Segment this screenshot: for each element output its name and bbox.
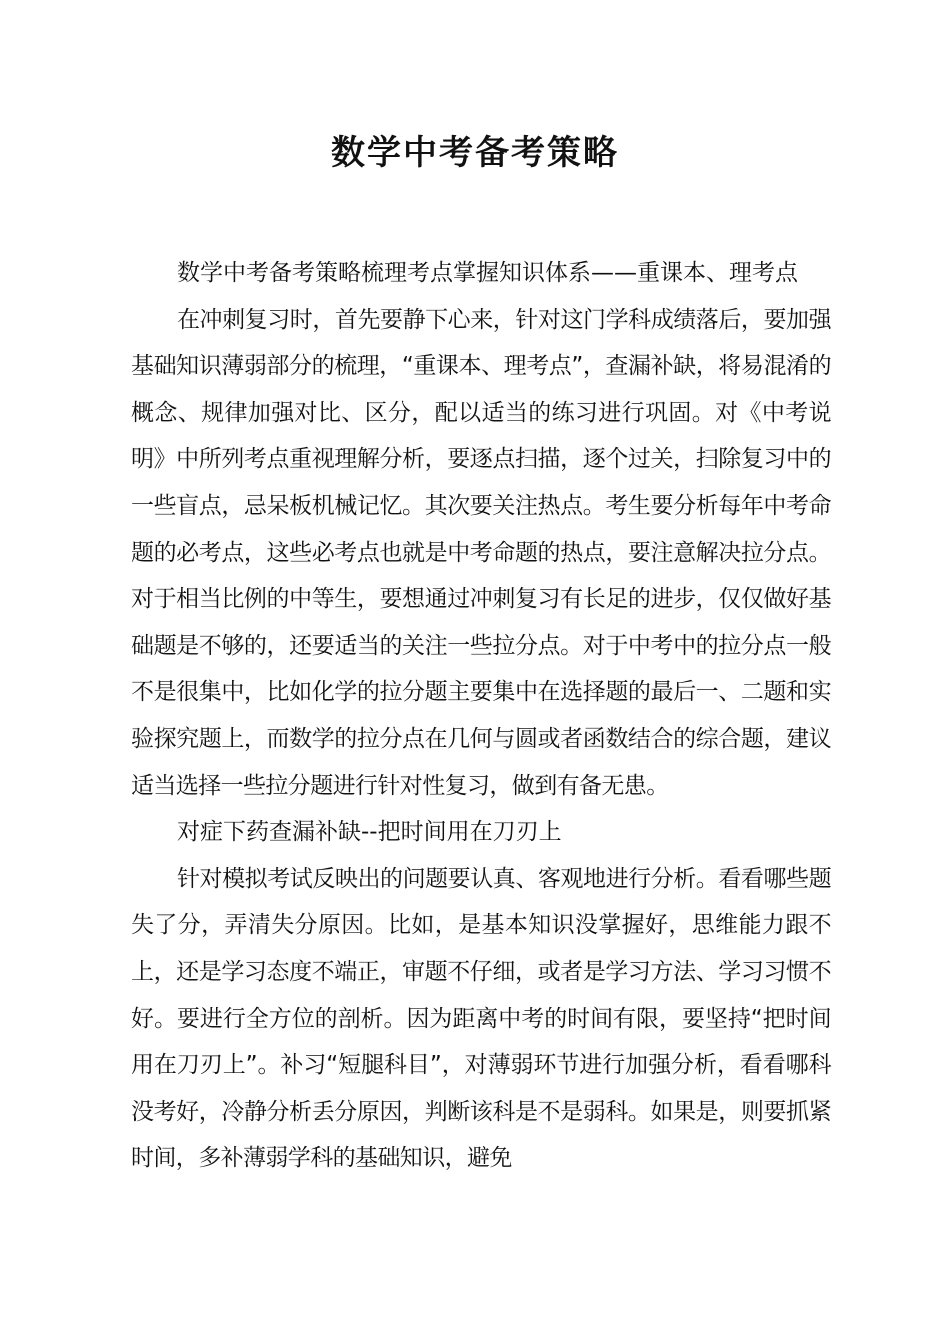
document-body bbox=[131, 250, 831, 1182]
body-paragraph-1: 在冲刺复习时，首先要静下心来，针对这门学科成绩落后，要加强基础知识薄弱部分的梳理，“重课本、理考点”，查漏补缺，将易混淆的概念、规律加强对比、区分，配以适当的练习进行巩固。对《中考说明》中所列考点重视理解分析，要逐点扫描，逐个过关，扫除复习中的一些盲点，忌呆板机械记忆。其次要关注热点。考生要分析每年中考命题的必考点，这些必考点也就是中考命题的热点，要注意解决拉分点。对于相当比例的中等生，要想通过冲刺复习有长足的进步，仅仅做好基础题是不够的，还要适当的关注一些拉分点。对于中考中的拉分点一般不是很集中，比如化学的拉分题主要集中在选择题的最后一、二题和实验探究题上，而数学的拉分点在几何与圆或者函数结合的综合题，建议适当选择一些拉分题进行针对性复习，做到有备无患。 bbox=[131, 306, 831, 799]
document-title: 数学中考备考策略 bbox=[331, 133, 619, 173]
body-paragraph-2: 针对模拟考试反映出的问题要认真、客观地进行分析。看看哪些题失了分，弄清失分原因。比如，是基本知识没掌握好，思维能力跟不上，还是学习态度不端正，审题不仔细，或者是学习方法、学习习惯不好。要进行全方位的剖析。因为距离中考的时间有限，要坚持“把时间用在刀刃上”。补习“短腿科目”，对薄弱环节进行加强分析，看看哪科没考好，冷静分析丢分原因，判断该科是不是弱科。如果是，则要抓紧时间，多补薄弱学科的基础知识，避免 bbox=[131, 865, 831, 1172]
section-heading-1: 数学中考备考策略梳理考点掌握知识体系——重课本、理考点 bbox=[177, 260, 798, 286]
section-heading-2: 对症下药查漏补缺--把时间用在刀刃上 bbox=[177, 819, 562, 846]
